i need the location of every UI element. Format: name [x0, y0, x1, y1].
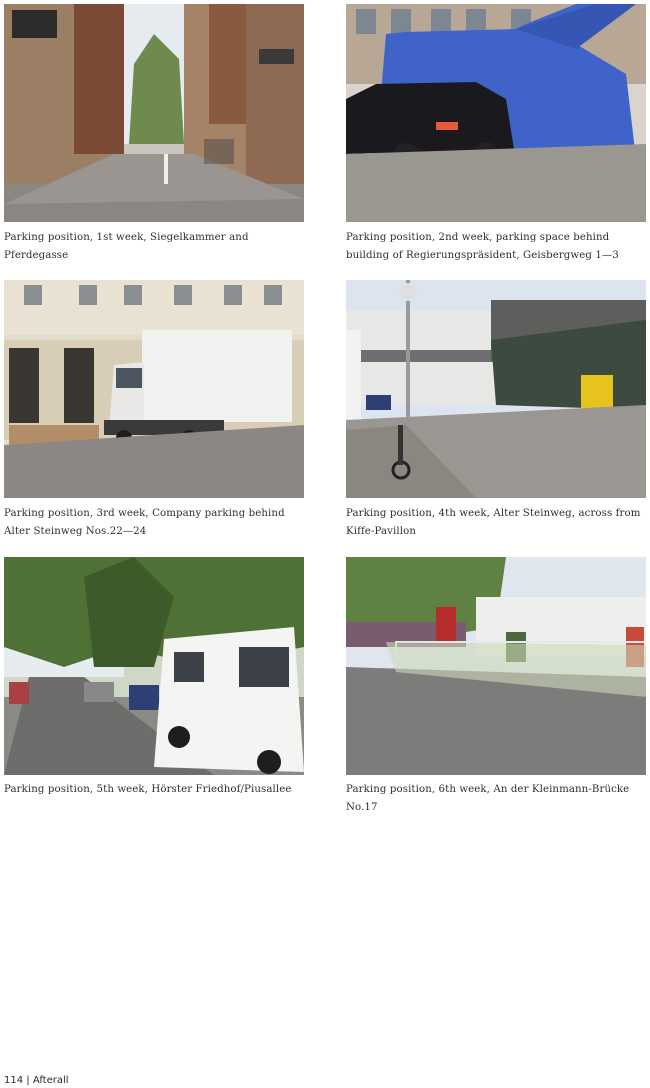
photo-parking-week-2 — [346, 4, 646, 222]
caption-week-4 — [346, 505, 646, 540]
caption-week-2-line-2: building of Regierungspräsident, Geisbergweg 1—3 — [346, 249, 619, 261]
folio-separator: | — [26, 1075, 30, 1086]
caption-week-4-line-2: Kiffe-Pavillon — [346, 525, 416, 537]
caption-week-1-line-2: Pferdegasse — [4, 249, 69, 261]
page-folio — [4, 1074, 69, 1088]
caption-week-3-line-1: Parking position, 3rd week, Company parking behind — [4, 508, 285, 519]
caption-week-5 — [4, 781, 304, 799]
caption-week-6-line-1: Parking position, 6th week, An der Kleinmann-Brücke — [346, 784, 630, 795]
photo-parking-week-4 — [346, 280, 646, 498]
caption-week-4-line-1: Parking position, 4th week, Alter Steinweg, across from — [346, 508, 641, 519]
caption-week-1-line-1: Parking position, 1st week, Siegelkammer and — [4, 232, 249, 243]
caption-week-3 — [4, 505, 304, 540]
caption-week-6-line-2: No.17 — [346, 801, 378, 813]
publication-title: Afterall — [32, 1075, 69, 1086]
photo-parking-week-6 — [346, 557, 646, 775]
photo-parking-week-1 — [4, 4, 304, 222]
photo-parking-week-3 — [4, 280, 304, 498]
page-number: 114 — [4, 1075, 24, 1086]
caption-week-2 — [346, 229, 646, 264]
caption-week-1 — [4, 229, 304, 264]
photo-parking-week-5 — [4, 557, 304, 775]
caption-week-5-line-1: Parking position, 5th week, Hörster Friedhof/Piusallee — [4, 784, 292, 795]
caption-week-6 — [346, 781, 646, 816]
caption-week-3-line-2: Alter Steinweg Nos.22—24 — [4, 525, 147, 537]
caption-week-2-line-1: Parking position, 2nd week, parking space behind — [346, 232, 610, 243]
